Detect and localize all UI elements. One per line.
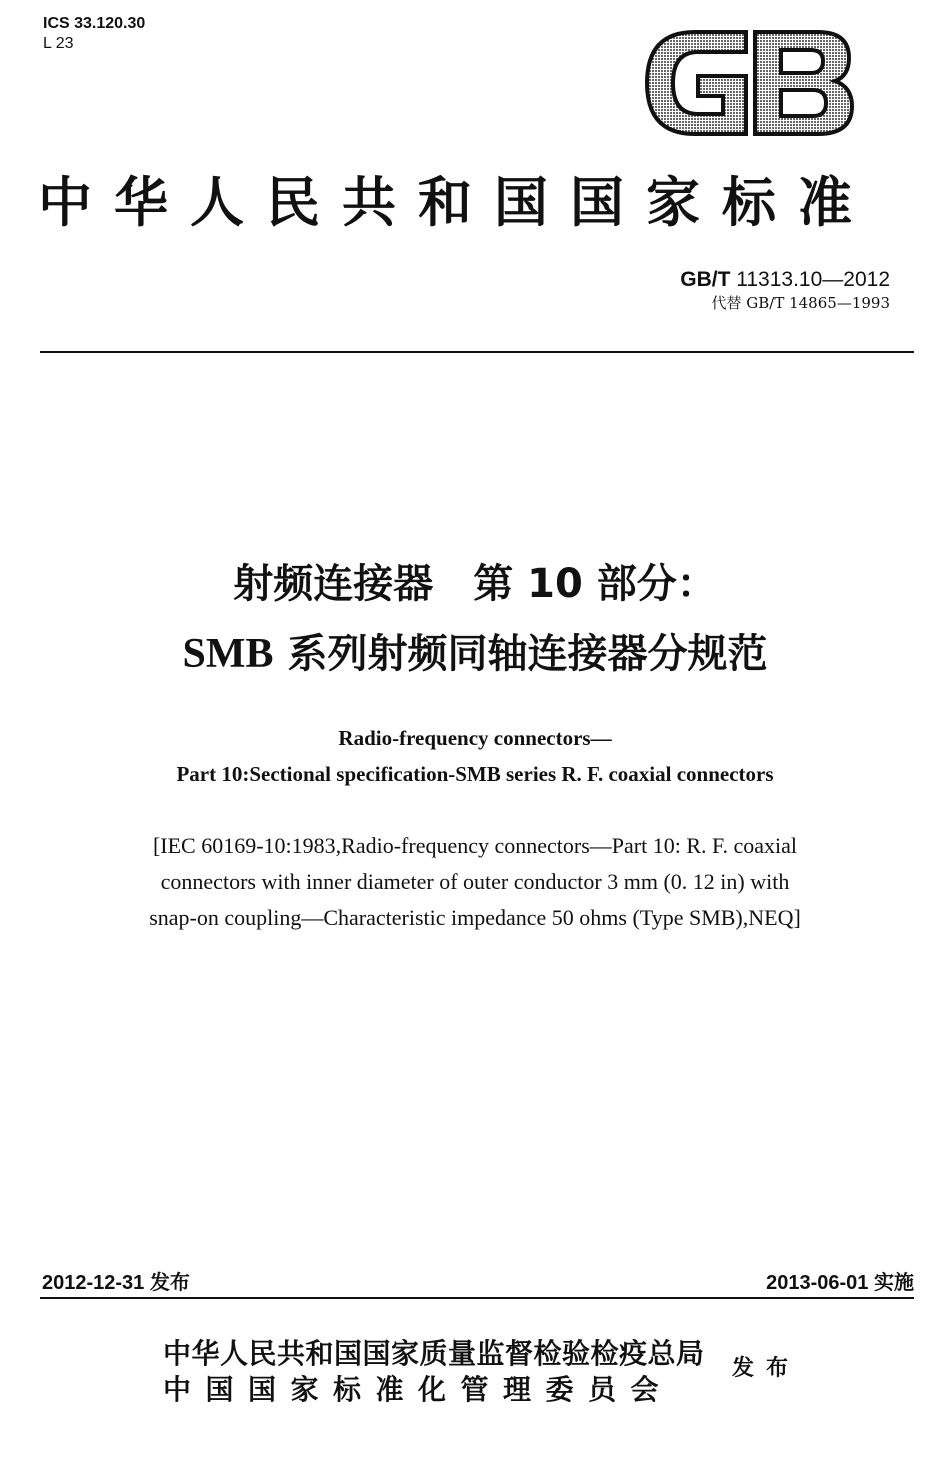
implementation-date: 2013-06-01 实施 bbox=[766, 1272, 914, 1294]
national-standard-heading: 中华人民共和国国家标准 bbox=[38, 171, 874, 234]
classification-codes bbox=[43, 14, 145, 54]
issuer-sac: 中国国家标准化管理委员会 bbox=[163, 1373, 674, 1406]
title-cn-line2 bbox=[0, 628, 950, 680]
title-cn-main: 射频连接器 bbox=[233, 561, 434, 607]
publish-label: 发布 bbox=[732, 1356, 801, 1381]
title-en-line2: Part 10:Sectional specification-SMB series R. F. coaxial connectors bbox=[176, 762, 774, 786]
ics-code: ICS 33.120.30 bbox=[43, 15, 146, 32]
iec-reference-line2: connectors with inner diameter of outer conductor 3 mm (0. 12 in) with bbox=[160, 869, 790, 894]
title-cn-part: 第 10 部分： bbox=[473, 561, 717, 607]
standard-number-block bbox=[680, 266, 890, 312]
title-cn-line1 bbox=[0, 558, 950, 610]
standard-code-prefix: GB/T bbox=[680, 268, 731, 291]
title-en-line1: Radio-frequency connectors— bbox=[338, 726, 612, 750]
standard-code bbox=[680, 266, 890, 294]
replaces-note: 代替 GB/T 14865—1993 bbox=[711, 294, 890, 312]
iec-reference-line1: [IEC 60169-10:1983,Radio-frequency connectors—Part 10: R. F. coaxial bbox=[152, 833, 798, 858]
title-cn-sub: 系列射频同轴连接器分规范 bbox=[287, 631, 768, 677]
issuer-aqsiq: 中华人民共和国国家质量监督检验检疫总局 bbox=[163, 1337, 705, 1370]
iec-reference-line3: snap-on coupling—Characteristic impedance 50 ohms (Type SMB),NEQ] bbox=[149, 905, 801, 930]
title-cn-series: SMB bbox=[182, 631, 274, 677]
standard-code-number: 11313.10—2012 bbox=[736, 268, 890, 291]
ccs-code: L 23 bbox=[43, 35, 74, 52]
footer-divider bbox=[40, 1297, 914, 1299]
gb-logo bbox=[643, 28, 856, 138]
header-divider bbox=[40, 351, 914, 353]
issue-date: 2012-12-31 发布 bbox=[42, 1272, 190, 1294]
